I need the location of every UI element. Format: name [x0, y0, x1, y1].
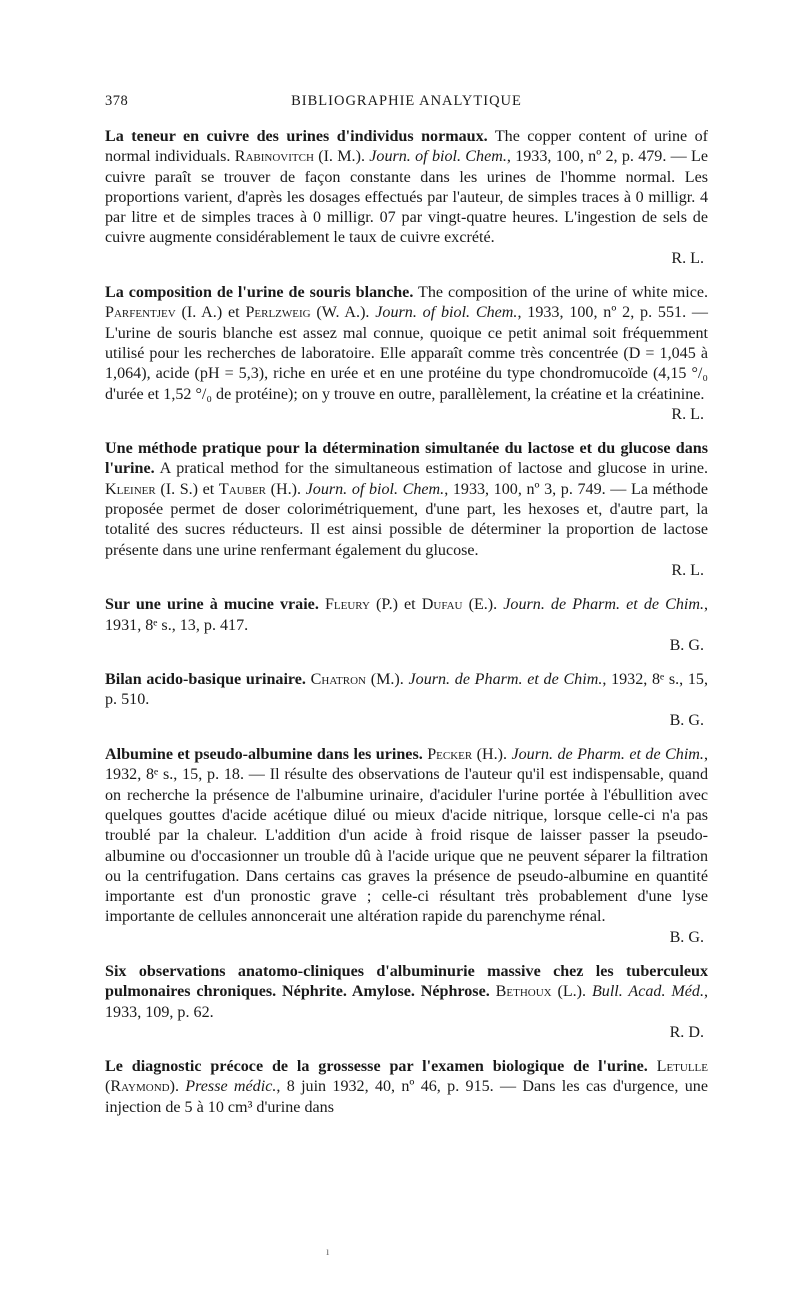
entry-title: La composition de l'urine de souris blanche. [105, 284, 414, 302]
entry-body [105, 745, 708, 928]
entry-author: Kleiner [105, 480, 156, 498]
entry-author: Dufau [421, 596, 463, 614]
entry-signature: B. G. [669, 711, 704, 729]
entry-author: Bethoux [495, 983, 552, 1001]
entry-text: , 1933, 100, nº 2, p. 551. — L'urine de souris blanche est assez mal connue, quoique ce petit animal soit fréquemment utilisé pour les recherches de laboratoire. Elle apparaît comme très concentrée (D = 1,045 à 1,064), acide (pH = 5,3), riche en urée et en une protéine du type chondromucoïde (4,15 °/₀ d'urée et 1,52 °/₀ de protéine); on y trouve en outre, parallèlement, la créatine et la créatinine. [105, 304, 708, 403]
entry-text: (I. A.) et [175, 304, 246, 322]
entry-journal: Bull. Acad. Méd. [591, 983, 704, 1001]
running-head: BIBLIOGRAPHIE ANALYTIQUE [291, 93, 522, 109]
entry-text: , 1931, 8ᵉ s., 13, p. 417. [105, 596, 709, 634]
entry-journal: Journ. de Pharm. et de Chim. [408, 671, 603, 689]
page-number: 378 [105, 93, 129, 109]
entry-signature: R. L. [671, 249, 704, 267]
entry-text: (W. A.). [310, 304, 376, 322]
bibliography-content [105, 127, 708, 1132]
entry-signature: B. G. [669, 928, 704, 946]
page-header [105, 93, 708, 113]
entry-journal: Journ. of biol. Chem. [305, 480, 445, 498]
entry-journal: Presse médic. [185, 1078, 277, 1096]
entry-body [105, 127, 708, 249]
entry-mucine [105, 595, 708, 656]
entry-text: (I. S.) et [155, 480, 219, 498]
entry-text: , 1932, 8ᵉ s., 15, p. 18. — Il résulte des observations de l'auteur qu'il est indispensable, quand on recherche la présence de l'albumine urinaire, d'aciduler l'urine portée à l'ébullition avec quelques gouttes d'acide acétique dilué ou mieux d'acide nitrique, lorsque celle-ci n'a pas troublé par la chaleur. L'addition d'un acide à froid risque de laisser passer la pseudo-albumine ou d'occasionner un trouble dû à l'acide urique que ne peuvent séparer la filtration ou la centrifugation. Dans certains cas graves la présence de pseudo-albumine en quantité importante est d'un pronostic grave ; celle-ci résultant très probablement d'une lyse importante de cellules annoncerait une altération rapide du parenchyme rénal. [105, 746, 708, 926]
entry-text: , 1932, 8ᵉ s., 15, p. 510. [105, 671, 708, 709]
entry-text: A pratical method for the simultaneous estimation of lactose and glucose in urine. [154, 460, 708, 478]
entry-author: Fleury [324, 596, 370, 614]
entry-body [105, 1057, 708, 1118]
entry-text: (H.). [266, 480, 306, 498]
entry-text: , 1933, 100, nº 2, p. 479. — Le cuivre paraît se trouver de façon constante dans les urines de l'homme normal. Les proportions varient, d'après les dosages effectués par l'auteur, de simples traces à 0 milligr. 4 par litre et de simples traces à 0 milligr. 07 par vingt-quatre heures. L'ingestion de sels de cuivre augmente considérablement le taux de cuivre excrété. [105, 148, 709, 247]
entry-text: The copper content of urine of normal individuals. [105, 128, 708, 166]
entry-grossesse [105, 1057, 708, 1118]
entry-author: Perlzweig [245, 304, 311, 322]
entry-body [105, 962, 708, 1023]
stray-mark: ı [326, 1244, 330, 1258]
entry-bilan [105, 670, 708, 731]
entry-text: . [174, 1078, 186, 1096]
entry-body [105, 670, 708, 711]
entry-text: (I. M.). [313, 148, 370, 166]
entry-author: Tauber [218, 480, 267, 498]
entry-cuivre [105, 127, 708, 269]
entry-text: (L.). [551, 983, 592, 1001]
entry-text: , 8 juin 1932, 40, nº 46, p. 915. — Dans les cas d'urgence, une injection de 5 à 10 cm³ d'urine dans [105, 1078, 709, 1116]
entry-signature: B. G. [669, 636, 704, 654]
entry-text: (P.) et [369, 596, 422, 614]
entry-albumine [105, 745, 708, 948]
entry-author: Rabinovitch [234, 148, 314, 166]
entry-author: Chatron [310, 671, 367, 689]
entry-journal: Journ. of biol. Chem. [369, 148, 507, 166]
entry-title: Le diagnostic précoce de la grossesse par l'examen biologique de l'urine. [105, 1058, 648, 1076]
entry-author: Parfentjev [105, 304, 176, 322]
entry-journal: Journ. of biol. Chem. [375, 304, 518, 322]
entry-text: (H.). [472, 746, 512, 764]
entry-text: (M.). [366, 671, 409, 689]
entry-signature: R. L. [671, 405, 704, 423]
entry-body [105, 439, 708, 561]
entry-signature: R. L. [671, 561, 704, 579]
entry-lactose [105, 439, 708, 581]
entry-souris [105, 283, 708, 425]
entry-journal: Journ. de Pharm. et de Chim. [511, 746, 704, 764]
entry-text [648, 1058, 657, 1075]
entry-author: Letulle (Raymond) [105, 1058, 708, 1096]
entry-title: Sur une urine à mucine vraie. [105, 596, 319, 614]
entry-text: (E.). [462, 596, 504, 614]
entry-title: Une méthode pratique pour la détermination simultanée du lactose et du glucose dans l'urine. [105, 440, 708, 478]
entry-signature: R. D. [669, 1023, 704, 1041]
entry-text: , 1933, 109, p. 62. [105, 983, 708, 1021]
entry-body [105, 595, 708, 636]
entry-title: Albumine et pseudo-albumine dans les urines. [105, 746, 423, 764]
entry-title: Six observations anatomo-cliniques d'albuminurie massive chez les tuberculeux pulmonaires chroniques. Néphrite. Amylose. Néphrose. [105, 962, 708, 1001]
entry-text: The composition of the urine of white mice. [413, 284, 708, 302]
entry-title: Bilan acido-basique urinaire. [105, 671, 306, 689]
entry-albuminurie [105, 962, 708, 1043]
entry-body [105, 283, 708, 405]
entry-journal: Journ. de Pharm. et de Chim. [503, 596, 704, 614]
entry-title: La teneur en cuivre des urines d'individus normaux. [105, 128, 488, 145]
entry-text: , 1933, 100, nº 3, p. 749. — La méthode proposée permet de doser colorimétriquement, d'une part, les hexoses et, d'autre part, la totalité des sucres réducteurs. Il est ainsi possible de déterminer la proportion de lactose présente dans une urine renfermant également du glucose. [105, 480, 708, 559]
entry-author: Pecker [427, 746, 473, 764]
